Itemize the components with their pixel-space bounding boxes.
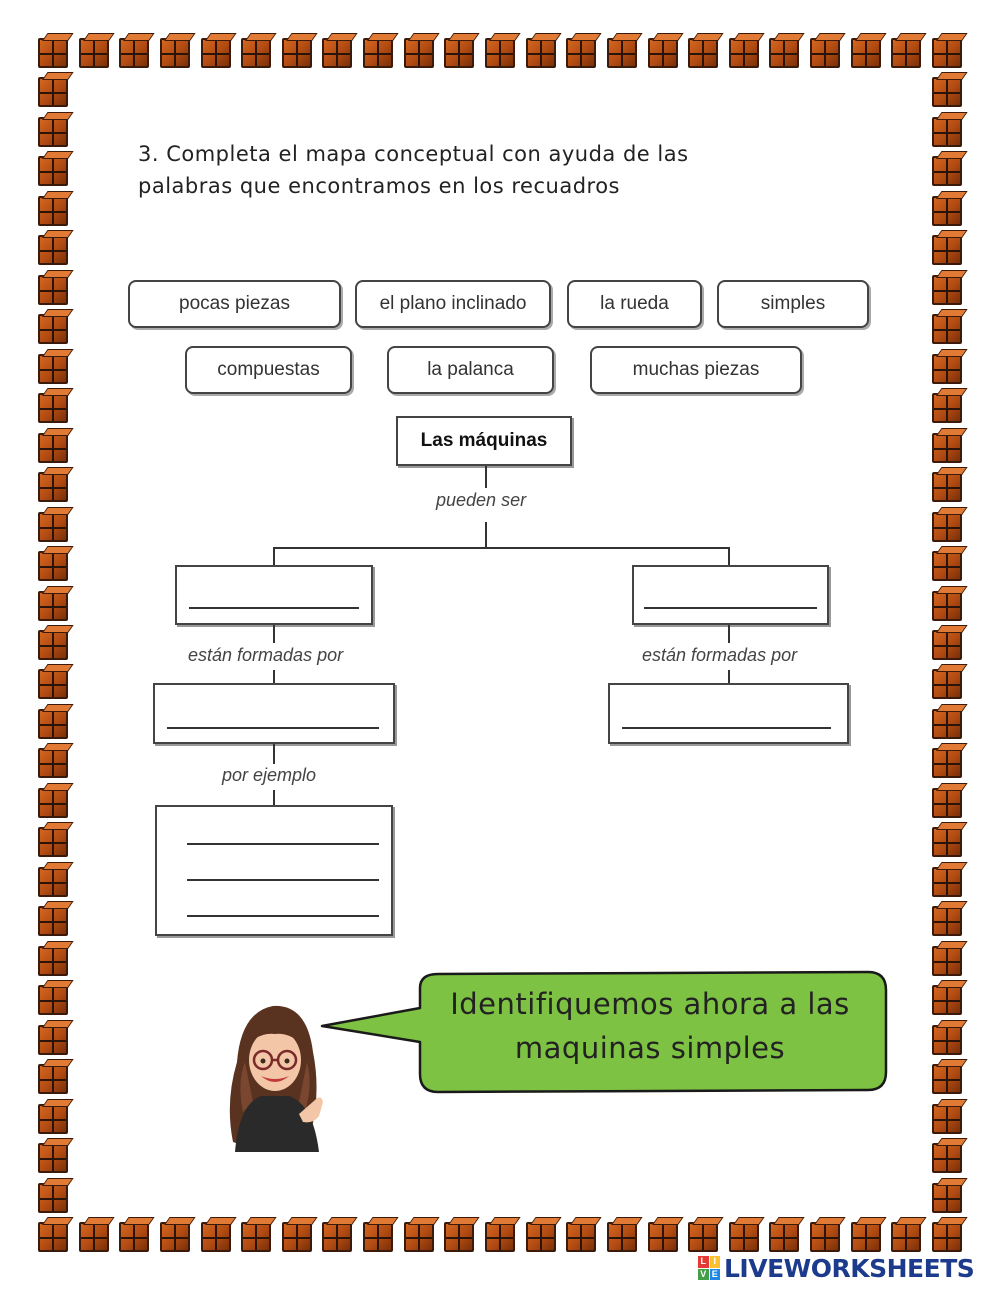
brick-icon bbox=[891, 1222, 921, 1252]
instruction-text bbox=[138, 138, 838, 202]
blank-line bbox=[167, 727, 379, 729]
blank-line bbox=[644, 607, 817, 609]
blank-line bbox=[187, 915, 379, 917]
link-left-formadas: están formadas por bbox=[188, 645, 344, 665]
brick-icon bbox=[932, 77, 962, 107]
brick-icon bbox=[932, 512, 962, 542]
brick-icon bbox=[932, 591, 962, 621]
liveworksheets-logo[interactable] bbox=[698, 1253, 974, 1283]
brick-icon bbox=[241, 1222, 271, 1252]
word-la-rueda[interactable]: la rueda bbox=[567, 280, 702, 328]
blank-line bbox=[622, 727, 831, 729]
brick-icon bbox=[363, 38, 393, 68]
brick-icon bbox=[38, 77, 68, 107]
brick-icon bbox=[932, 156, 962, 186]
brick-icon bbox=[38, 788, 68, 818]
brick-icon bbox=[119, 38, 149, 68]
brick-icon bbox=[607, 1222, 637, 1252]
brick-icon bbox=[444, 38, 474, 68]
brick-icon bbox=[932, 472, 962, 502]
instruction-line-2: palabras que encontramos en los recuadros bbox=[138, 174, 620, 198]
connector-line bbox=[273, 547, 730, 549]
brick-icon bbox=[932, 196, 962, 226]
brick-icon bbox=[444, 1222, 474, 1252]
brick-icon bbox=[932, 551, 962, 581]
brick-icon bbox=[79, 38, 109, 68]
brick-icon bbox=[38, 946, 68, 976]
root-concept-box bbox=[396, 416, 572, 466]
brick-icon bbox=[38, 827, 68, 857]
link-right-formadas: están formadas por bbox=[642, 645, 798, 665]
brick-icon bbox=[322, 1222, 352, 1252]
bubble-line-2: maquinas simples bbox=[514, 1031, 786, 1065]
brick-icon bbox=[38, 235, 68, 265]
word-muchas-piezas[interactable]: muchas piezas bbox=[590, 346, 802, 394]
brick-icon bbox=[38, 709, 68, 739]
brick-icon bbox=[932, 1183, 962, 1213]
brick-icon bbox=[769, 38, 799, 68]
brick-icon bbox=[932, 117, 962, 147]
brick-icon bbox=[932, 709, 962, 739]
speech-bubble-text bbox=[420, 982, 880, 1070]
brick-icon bbox=[566, 1222, 596, 1252]
brick-icon bbox=[932, 354, 962, 384]
bubble-line-1: Identifiquemos ahora a las bbox=[450, 987, 850, 1021]
word-el-plano-inclinado[interactable]: el plano inclinado bbox=[355, 280, 551, 328]
brick-icon bbox=[769, 1222, 799, 1252]
answer-box-left-parts[interactable] bbox=[153, 683, 395, 744]
brick-icon bbox=[38, 630, 68, 660]
answer-box-right-type[interactable] bbox=[632, 565, 829, 625]
logo-letter-i: I bbox=[710, 1256, 721, 1268]
logo-letter-e: E bbox=[710, 1269, 721, 1281]
brick-icon bbox=[688, 1222, 718, 1252]
brick-icon bbox=[38, 393, 68, 423]
teacher-avatar bbox=[215, 992, 335, 1152]
brick-icon bbox=[932, 275, 962, 305]
answer-box-left-type[interactable] bbox=[175, 565, 373, 625]
answer-box-right-parts[interactable] bbox=[608, 683, 849, 744]
connector-line bbox=[485, 466, 487, 488]
connector-line bbox=[273, 790, 275, 806]
brick-icon bbox=[160, 38, 190, 68]
connector-line bbox=[273, 670, 275, 684]
brick-icon bbox=[932, 827, 962, 857]
connector-line bbox=[728, 547, 730, 566]
brick-icon bbox=[38, 1143, 68, 1173]
brick-icon bbox=[119, 1222, 149, 1252]
connector-line bbox=[485, 522, 487, 549]
brick-icon bbox=[241, 38, 271, 68]
blank-line bbox=[189, 607, 359, 609]
root-concept-label: Las máquinas bbox=[420, 430, 548, 451]
brick-icon bbox=[201, 38, 231, 68]
brick-icon bbox=[932, 788, 962, 818]
word-compuestas[interactable]: compuestas bbox=[185, 346, 352, 394]
brick-icon bbox=[38, 38, 68, 68]
brick-icon bbox=[932, 748, 962, 778]
brick-icon bbox=[729, 1222, 759, 1252]
brick-icon bbox=[160, 1222, 190, 1252]
logo-letter-v: V bbox=[698, 1269, 709, 1281]
brick-icon bbox=[932, 235, 962, 265]
brick-icon bbox=[38, 1222, 68, 1252]
brick-icon bbox=[851, 38, 881, 68]
connector-line bbox=[273, 744, 275, 764]
brick-icon bbox=[38, 117, 68, 147]
brick-icon bbox=[607, 38, 637, 68]
brick-icon bbox=[38, 314, 68, 344]
brick-icon bbox=[485, 1222, 515, 1252]
brick-icon bbox=[566, 38, 596, 68]
brick-icon bbox=[932, 38, 962, 68]
word-pocas-piezas[interactable]: pocas piezas bbox=[128, 280, 341, 328]
brick-icon bbox=[38, 433, 68, 463]
brick-icon bbox=[810, 38, 840, 68]
brick-icon bbox=[932, 1025, 962, 1055]
brick-icon bbox=[363, 1222, 393, 1252]
brick-icon bbox=[932, 669, 962, 699]
brick-icon bbox=[38, 906, 68, 936]
link-por-ejemplo: por ejemplo bbox=[222, 765, 317, 785]
brick-icon bbox=[38, 275, 68, 305]
brick-icon bbox=[38, 1183, 68, 1213]
brick-icon bbox=[526, 1222, 556, 1252]
word-la-palanca[interactable]: la palanca bbox=[387, 346, 554, 394]
brick-icon bbox=[38, 669, 68, 699]
brick-icon bbox=[810, 1222, 840, 1252]
answer-box-examples[interactable] bbox=[155, 805, 393, 936]
brick-icon bbox=[485, 38, 515, 68]
brick-icon bbox=[38, 196, 68, 226]
connector-line bbox=[728, 625, 730, 643]
brick-icon bbox=[932, 1143, 962, 1173]
brick-icon bbox=[932, 1104, 962, 1134]
brick-icon bbox=[932, 1064, 962, 1094]
logo-letter-l: L bbox=[698, 1256, 709, 1268]
connector-line bbox=[273, 547, 275, 566]
brick-icon bbox=[38, 512, 68, 542]
blank-line bbox=[187, 879, 379, 881]
brick-icon bbox=[688, 38, 718, 68]
brick-icon bbox=[38, 748, 68, 778]
brick-icon bbox=[648, 1222, 678, 1252]
brick-icon bbox=[404, 38, 434, 68]
brick-icon bbox=[201, 1222, 231, 1252]
brick-icon bbox=[729, 38, 759, 68]
brick-icon bbox=[38, 472, 68, 502]
brick-icon bbox=[648, 38, 678, 68]
brick-icon bbox=[38, 985, 68, 1015]
connector-line bbox=[273, 625, 275, 643]
brick-icon bbox=[932, 433, 962, 463]
blank-line bbox=[187, 843, 379, 845]
liveworksheets-logo-icon bbox=[698, 1256, 720, 1280]
brick-icon bbox=[38, 1104, 68, 1134]
connector-line bbox=[728, 670, 730, 684]
brick-icon bbox=[526, 38, 556, 68]
brick-icon bbox=[322, 38, 352, 68]
word-simples[interactable]: simples bbox=[717, 280, 869, 328]
brick-icon bbox=[932, 314, 962, 344]
brick-icon bbox=[932, 867, 962, 897]
brick-icon bbox=[282, 38, 312, 68]
brick-icon bbox=[38, 1064, 68, 1094]
brick-icon bbox=[282, 1222, 312, 1252]
brick-icon bbox=[404, 1222, 434, 1252]
brick-icon bbox=[932, 1222, 962, 1252]
brick-icon bbox=[38, 1025, 68, 1055]
brick-icon bbox=[932, 630, 962, 660]
brick-icon bbox=[932, 906, 962, 936]
brick-icon bbox=[932, 985, 962, 1015]
brick-icon bbox=[932, 393, 962, 423]
brick-icon bbox=[38, 551, 68, 581]
brick-icon bbox=[79, 1222, 109, 1252]
brick-icon bbox=[851, 1222, 881, 1252]
link-pueden-ser: pueden ser bbox=[436, 490, 527, 510]
brick-icon bbox=[38, 867, 68, 897]
brick-icon bbox=[891, 38, 921, 68]
brick-icon bbox=[932, 946, 962, 976]
brick-icon bbox=[38, 591, 68, 621]
liveworksheets-text: LIVEWORKSHEETS bbox=[724, 1253, 975, 1283]
brick-icon bbox=[38, 354, 68, 384]
instruction-line-1: 3. Completa el mapa conceptual con ayuda de las bbox=[138, 142, 689, 166]
brick-icon bbox=[38, 156, 68, 186]
